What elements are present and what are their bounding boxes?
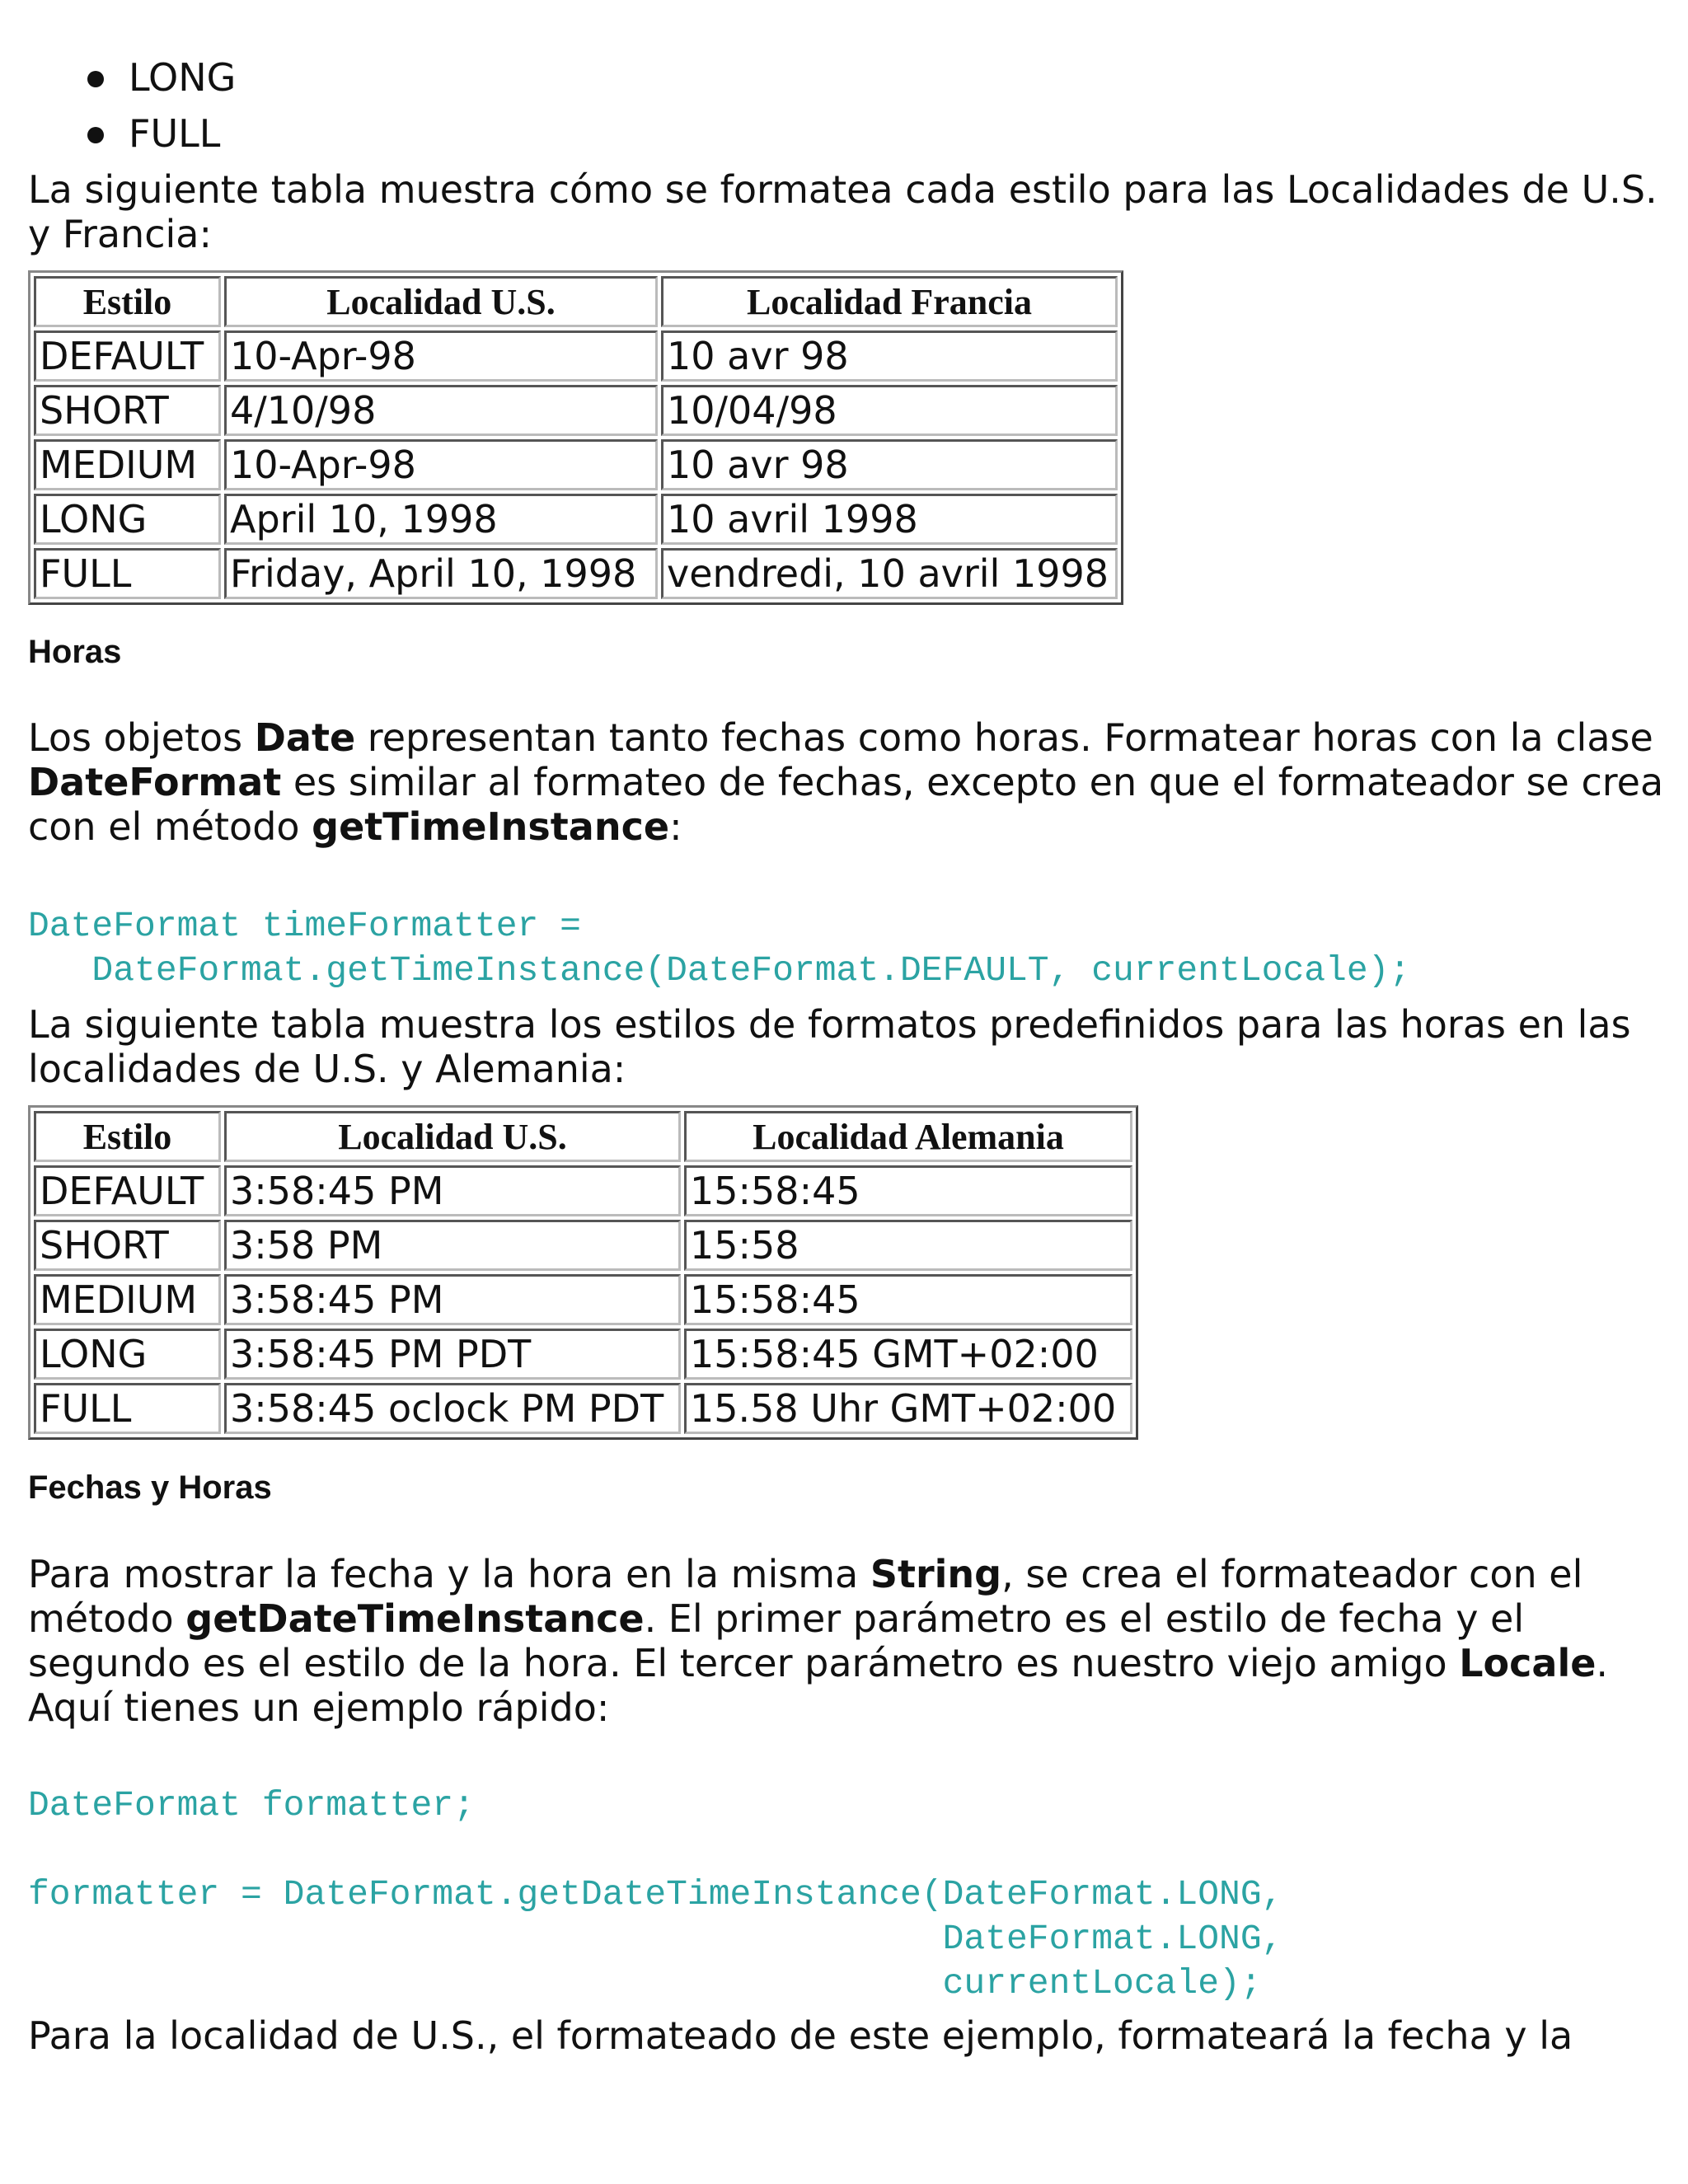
table-row (34, 494, 1118, 545)
bold-term: String (870, 1552, 1002, 1596)
table-cell: 3:58:45 PM (224, 1165, 681, 1216)
table-row (34, 330, 1118, 382)
table-header-row (34, 276, 1118, 327)
bullet-dot-icon (87, 71, 104, 87)
table-cell: MEDIUM (34, 1274, 221, 1325)
text-run: : (669, 804, 682, 849)
table-row (34, 1165, 1132, 1216)
style-bullet-list (58, 49, 236, 162)
intro-paragraph-dates: La siguiente tabla muestra cómo se formatea cada estilo para las Localidades de U.S. y Francia: (28, 167, 1658, 256)
bold-term: Locale (1459, 1641, 1597, 1685)
paragraph-fechas-horas (28, 1552, 1668, 1730)
table-cell: 10/04/98 (661, 385, 1118, 436)
time-format-table (28, 1105, 1138, 1440)
table-cell: 3:58 PM (224, 1220, 681, 1271)
table-cell: LONG (34, 1329, 221, 1380)
text-run: Para mostrar la fecha y la hora en la misma (28, 1552, 870, 1596)
text-run: representan tanto fechas como horas. Formatear horas con la clase (355, 715, 1653, 760)
code-line: formatter = DateFormat.getDateTimeInstance(DateFormat.LONG, (28, 1874, 1283, 1915)
bullet-text: LONG (129, 55, 237, 100)
bold-term: getTimeInstance (312, 804, 670, 849)
table-row (34, 1329, 1132, 1380)
table-cell: 10 avr 98 (661, 439, 1118, 490)
table-cell: LONG (34, 494, 221, 545)
text-run: . El primer parámetro es el estilo de fecha y el segundo es el estilo de la hora. El tercer parámetro es nuestro viejo amigo (28, 1596, 1525, 1685)
code-line: DateFormat formatter; (28, 1785, 475, 1825)
bullet-item (58, 49, 236, 105)
table-cell: 15:58:45 (684, 1165, 1132, 1216)
code-block-time (28, 904, 1410, 993)
closing-paragraph: Para la localidad de U.S., el formateado de este ejemplo, formateará la fecha y la (28, 2013, 1573, 2058)
table-row (34, 1383, 1132, 1434)
header-cell: Localidad Francia (661, 276, 1118, 327)
section-heading-horas: Horas (28, 634, 122, 670)
table-row (34, 1220, 1132, 1271)
bullet-text: FULL (129, 111, 221, 156)
table-row (34, 439, 1118, 490)
table-header-row (34, 1111, 1132, 1162)
table-cell: SHORT (34, 1220, 221, 1271)
header-cell: Localidad Alemania (684, 1111, 1132, 1162)
code-line: DateFormat.getTimeInstance(DateFormat.DEFAULT, currentLocale); (28, 950, 1411, 991)
table-cell: 3:58:45 PM (224, 1274, 681, 1325)
intro-paragraph-times: La siguiente tabla muestra los estilos de formatos predefinidos para las horas en las localidades de U.S. y Alemania: (28, 1002, 1631, 1091)
table-cell: 10 avr 98 (661, 330, 1118, 382)
table-cell: FULL (34, 1383, 221, 1434)
table-row (34, 548, 1118, 599)
bold-term: DateFormat (28, 760, 282, 804)
code-line: DateFormat timeFormatter = (28, 906, 581, 946)
code-block-datetime (28, 1783, 1282, 2006)
section-heading-fechas-horas: Fechas y Horas (28, 1469, 272, 1506)
header-cell: Localidad U.S. (224, 276, 658, 327)
table-cell: FULL (34, 548, 221, 599)
table-cell: Friday, April 10, 1998 (224, 548, 658, 599)
table-cell: 15:58:45 (684, 1274, 1132, 1325)
bullet-item (58, 105, 236, 162)
table-cell: 4/10/98 (224, 385, 658, 436)
table-cell: 3:58:45 oclock PM PDT (224, 1383, 681, 1434)
bullet-dot-icon (87, 127, 104, 143)
text-run: , se crea el formateador con el método (28, 1552, 1583, 1641)
bold-term: getDateTimeInstance (185, 1596, 645, 1641)
code-line: currentLocale); (28, 1963, 1262, 2004)
table-cell: 3:58:45 PM PDT (224, 1329, 681, 1380)
header-cell: Estilo (34, 1111, 221, 1162)
bold-term: Date (254, 715, 356, 760)
text-run: . Aquí tienes un ejemplo rápido: (28, 1641, 1609, 1730)
table-cell: DEFAULT (34, 1165, 221, 1216)
table-row (34, 385, 1118, 436)
table-cell: DEFAULT (34, 330, 221, 382)
header-cell: Estilo (34, 276, 221, 327)
table-cell: SHORT (34, 385, 221, 436)
header-cell: Localidad U.S. (224, 1111, 681, 1162)
text-run: Los objetos (28, 715, 255, 760)
code-line: DateFormat.LONG, (28, 1919, 1283, 1959)
date-format-table (28, 270, 1123, 605)
table-cell: 15.58 Uhr GMT+02:00 (684, 1383, 1132, 1434)
table-cell: MEDIUM (34, 439, 221, 490)
table-cell: 15:58 (684, 1220, 1132, 1271)
table-cell: vendredi, 10 avril 1998 (661, 548, 1118, 599)
table-cell: 10 avril 1998 (661, 494, 1118, 545)
table-cell: 15:58:45 GMT+02:00 (684, 1329, 1132, 1380)
text-run: es similar al formateo de fechas, excepto en que el formateador se crea con el método (28, 760, 1664, 849)
paragraph-horas (28, 715, 1668, 849)
table-row (34, 1274, 1132, 1325)
table-cell: April 10, 1998 (224, 494, 658, 545)
table-cell: 10-Apr-98 (224, 330, 658, 382)
table-cell: 10-Apr-98 (224, 439, 658, 490)
